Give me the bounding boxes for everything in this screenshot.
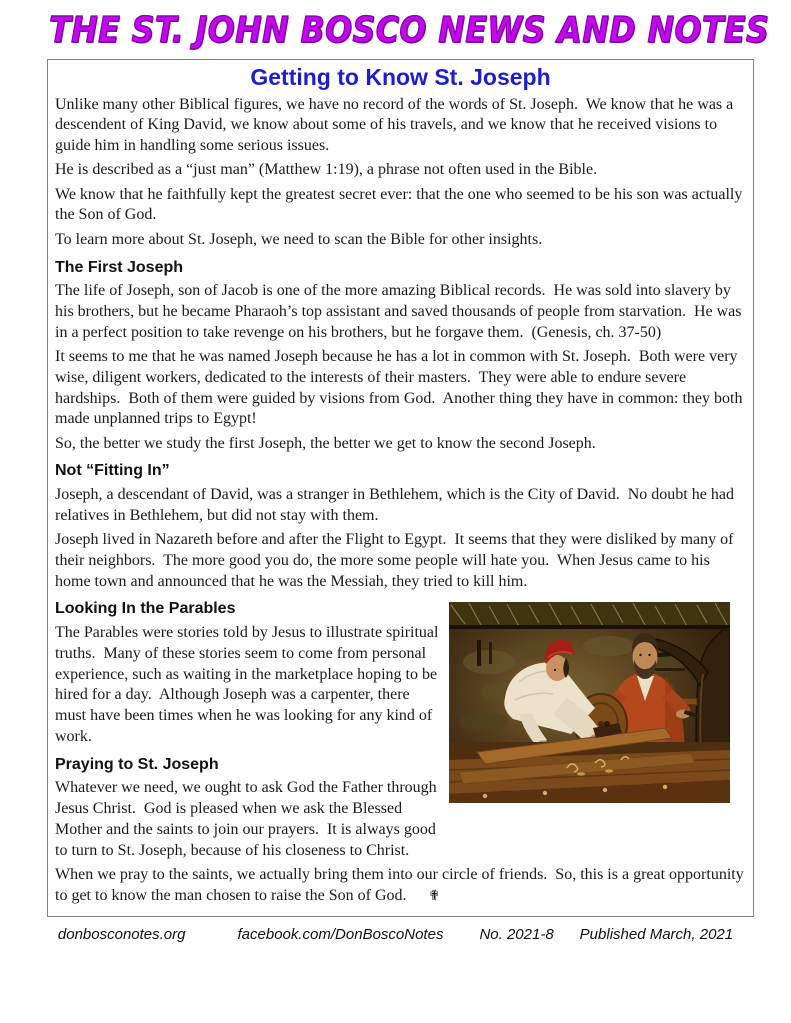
paragraph-study-first-joseph: So, the better we study the first Joseph, the better we get to know the second Joseph.: [55, 434, 596, 452]
newsletter-masthead: [0, 10, 791, 54]
article-title: Getting to Know St. Joseph: [250, 64, 551, 90]
paragraph-circle-of-friends: [55, 865, 746, 907]
footer-issue-number: No. 2021-8: [479, 926, 554, 943]
heading-praying-to-st-joseph: Praying to St. Joseph: [55, 755, 219, 773]
closing-text: When we pray to the saints, we actually bring them into our circle of friends. So, this is a great opportunity to get to know the man chosen to raise the Son of God.: [55, 865, 748, 904]
paragraph-stranger-in-bethlehem: Joseph, a descendant of David, was a stranger in Bethlehem, which is the City of David. No doubt he had relatives in Bethlehem, but did not stay with them.: [55, 485, 738, 524]
paragraph-intro: Unlike many other Biblical figures, we have no record of the words of St. Joseph. We know that he was a descendent of King David, we know about some of his travels, and we know that he received visions to guide him in handling some serious issues.: [55, 95, 738, 155]
paragraph-joseph-son-of-jacob: The life of Joseph, son of Jacob is one of the more amazing Biblical records. He was sold into slavery by his brothers, but he became Pharaoh’s top assistant and saved thousands of people from starvation. He was in a perfect position to take revenge on his brothers, but he forgave them. (Genesis, ch. 37-50): [55, 282, 746, 341]
cross-icon: ✟: [428, 887, 441, 904]
heading-not-fitting-in: Not “Fitting In”: [55, 462, 170, 480]
heading-first-joseph: The First Joseph: [55, 258, 184, 276]
footer: [0, 926, 791, 943]
footer-website: donbosconotes.org: [57, 926, 186, 943]
paragraph-whatever-we-need: Whatever we need, we ought to ask God the Father through Jesus Christ. God is pleased when we ask the Blessed Mother and the saints to join our prayers. It is always good to turn to St. Joseph, because of his closeness to Christ.: [55, 779, 441, 859]
paragraph-named-joseph: It seems to me that he was named Joseph because he has a lot in common with St. Joseph. Both were very wise, diligent workers, dedicated to the interests of their masters. They were able to endure severe hardships. Both of them were guided by visions from God. Another thing they have in common: they both made unplanned trips to Egypt!: [55, 347, 747, 428]
newsletter-title: THE ST. JOHN BOSCO NEWS AND NOTES: [49, 10, 770, 51]
paragraph-just-man: He is described as a “just man” (Matthew 1:19), a phrase not often used in the Bible.: [55, 161, 598, 179]
footer-publish-date: Published March, 2021: [579, 926, 734, 943]
st-joseph-workshop-painting: [449, 602, 730, 803]
paragraph-parables: The Parables were stories told by Jesus to illustrate spiritual truths. Many of these stories seem to come from personal experience, such as waiting in the marketplace hoping to be hired for a day. Although Joseph was a carpenter, there must have been times when he was looking for any kind of work.: [55, 623, 443, 745]
article-box: [47, 59, 754, 917]
footer-facebook: facebook.com/DonBoscoNotes: [237, 926, 444, 943]
paragraph-lived-in-nazareth: Joseph lived in Nazareth before and after the Flight to Egypt. It seems that they were disliked by many of their neighbors. The more good you do, the more some people will hate you. When Jesus came to his home town and announced that he was the Messiah, they tried to kill him.: [55, 531, 738, 590]
thatch-roof: [449, 602, 730, 629]
paragraph-learn-more: To learn more about St. Joseph, we need to scan the Bible for other insights.: [55, 230, 543, 248]
paragraph-greatest-secret: We know that he faithfully kept the greatest secret ever: that the one who seemed to be his son was actually the Son of God.: [55, 185, 747, 224]
heading-looking-in-the-parables: Looking In the Parables: [55, 600, 236, 618]
